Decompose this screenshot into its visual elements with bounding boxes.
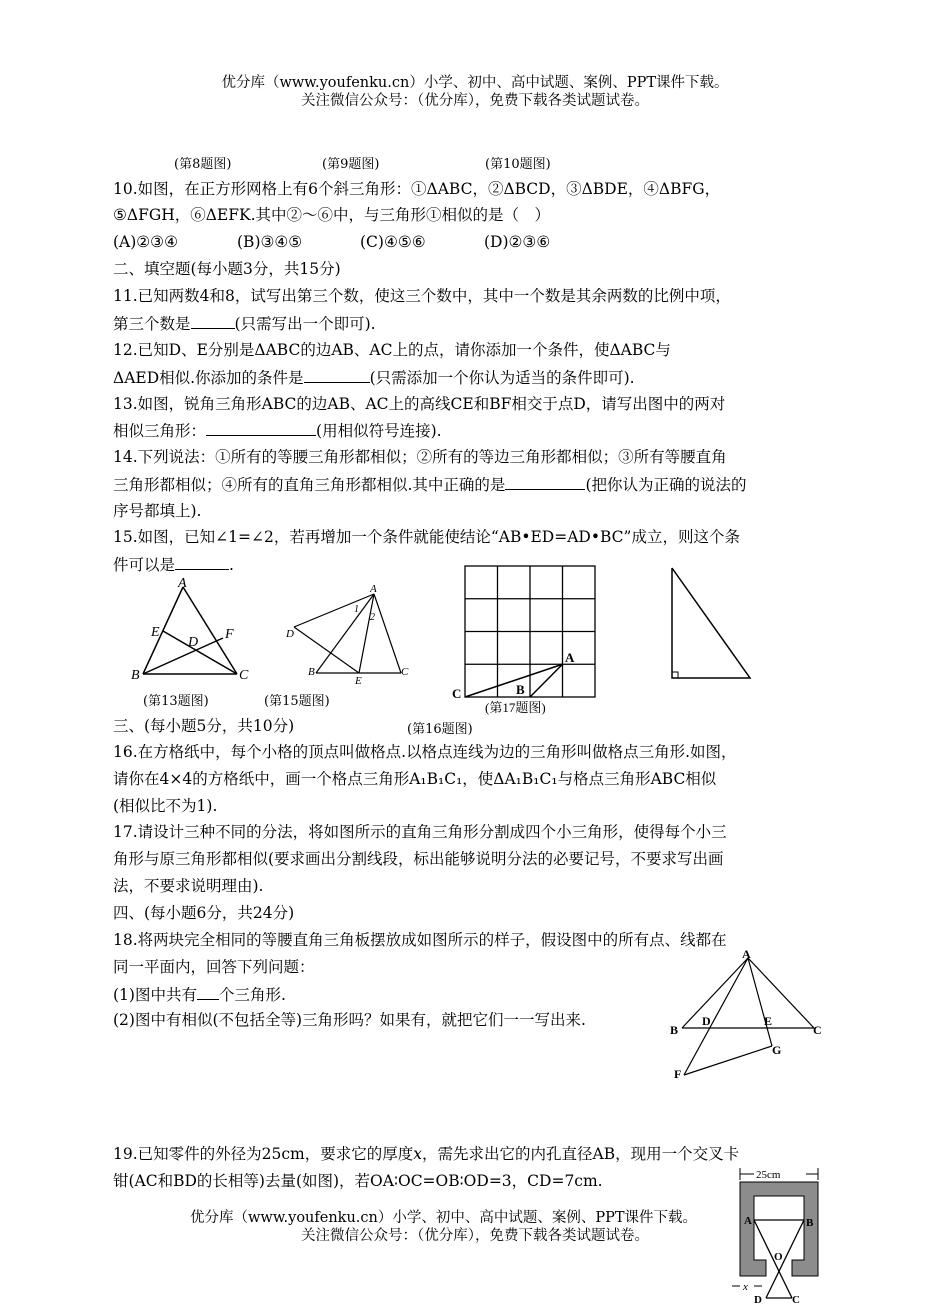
q18-blank [197,984,219,1000]
q10-line-1: 10.如图，在正方形网格上有6个斜三角形：①ΔABC，②ΔBCD，③ΔBDE，④ΔBFG， [113,180,721,198]
caption-fig9: (第9题图) [322,157,380,172]
q13-line-2: 相似三角形： (用相似符号连接). [113,422,442,440]
section-4-title: 四、(每小题6分，共24分) [113,904,295,922]
fig13-label-b: B [131,668,140,683]
fig18-label-g: G [772,1043,782,1057]
q10-option-a: (A)②③④ [113,233,178,251]
header-line-2: 关注微信公众号：（优分库），免费下载各类试题试卷。 [301,93,649,109]
fig19-label-c: C [792,1294,800,1306]
section-2-title: 二、填空题(每小题3分，共15分) [113,260,341,278]
fig17-hidden-caption: (第17题图) [485,700,546,715]
q17-line-1: 17.请设计三种不同的分法，将如图所示的直角三角形分割成四个小三角形，使得每个小三 [113,823,727,841]
q18-line-4: (2)图中有相似(不包括全等)三角形吗？如果有，就把它们一一写出来. [113,1011,586,1029]
fig19-label-o: O [774,1251,783,1263]
fig19-label-b: B [806,1217,814,1229]
q11-line-1: 11.已知两数4和8，试写出第三个数，使这三个数中，其中一个数是其余两数的比例中项， [113,287,731,305]
caption-fig13: (第13题图) [143,694,209,709]
q16-line-2: 请你在4×4的方格纸中，画一个格点三角形A₁B₁C₁，使ΔA₁B₁C₁与格点三角形ABC相似 [113,770,717,788]
q14-line-2: 三角形都相似；④所有的直角三角形都相似.其中正确的是 (把你认为正确的说法的 [113,476,747,494]
q12-line-1: 12.已知D、E分别是ΔABC的边AB、AC上的点，请你添加一个条件，使ΔABC与 [113,341,671,359]
footer-line-1: 优分库（www.youfenku.cn）小学、初中、高中试题、案例、PPT课件下载。 [190,1210,698,1226]
q18-line-3: (1)图中共有 个三角形. [113,986,286,1004]
q18-line-2: 同一平面内，回答下列问题： [113,958,315,976]
q10-option-d: (D)②③⑥ [484,233,551,251]
fig19-label-a: A [744,1215,752,1227]
q13-blank [206,420,316,436]
q10-line-2: ⑤ΔFGH，⑥ΔEFK.其中②～⑥中，与三角形①相似的是（ ） [113,206,551,224]
fig13-label-c: C [239,668,249,683]
footer-line-2: 关注微信公众号：（优分库），免费下载各类试题试卷。 [301,1228,649,1244]
fig16-label-a: A [565,650,575,665]
q12-blank [304,367,370,383]
q19-line-1: 19.已知零件的外径为25cm，要求它的厚度x，需先求出它的内孔直径AB，现用一个交叉卡 [113,1145,740,1163]
q16-line-3: (相似比不为1). [113,797,218,815]
fig13-label-e: E [151,625,160,640]
fig16-label-c: C [452,686,462,701]
q16-line-1: 16.在方格纸中，每个小格的顶点叫做格点.以格点连线为边的三角形叫做格点三角形.如图， [113,743,737,761]
caption-fig8: (第8题图) [174,157,232,172]
fig15-label-a: A [370,583,377,595]
fig16-label-b: B [516,682,525,697]
figure-18 [668,947,828,1082]
fig19-label-d: D [754,1294,762,1306]
fig18-label-b: B [670,1023,679,1037]
q10-option-c: (C)④⑤⑥ [360,233,426,251]
fig13-label-a: A [178,576,187,591]
q10-option-b: (B)③④⑤ [237,233,303,251]
fig18-label-d: D [702,1014,711,1028]
section-3-title: 三、(每小题5分，共10分) [113,717,295,735]
fig15-label-b: B [308,666,315,678]
q18-line-1: 18.将两块完全相同的等腰直角三角板摆放成如图所示的样子，假设图中的所有点、线都在 [113,931,727,949]
caption-fig16: (第16题图) [407,722,473,737]
fig15-angle-1: 1 [354,604,359,615]
fig19-label-x: x [743,1281,748,1293]
q11-blank [191,313,235,329]
q14-line-1: 14.下列说法：①所有的等腰三角形都相似；②所有的等边三角形都相似；③所有等腰直角 [113,448,727,466]
fig18-label-c: C [813,1023,822,1037]
q15-blank [175,554,229,570]
fig19-width-label: 25cm [756,1169,781,1181]
q11-line-2: 第三个数是 (只需写出一个即可). [113,315,376,333]
q13-line-1: 13.如图，锐角三角形ABC的边AB、AC上的高线CE和BF相交于点D，请写出图中的两对 [113,395,726,413]
q19-line-2: 钳(AC和BD的长相等)去量(如图)，若OA∶OC=OB∶OD=3，CD=7cm. [113,1172,603,1190]
q17-line-2: 角形与原三角形都相似(要求画出分割线段，标出能够说明分法的必要记号，不要求写出画 [113,850,724,868]
q12-line-2: ΔAED相似.你添加的条件是 (只需添加一个你认为适当的条件即可). [113,369,635,387]
header-line-1: 优分库（www.youfenku.cn）小学、初中、高中试题、案例、PPT课件下载。 [221,75,729,91]
q14-blank [505,474,585,490]
figure-16 [450,560,610,715]
figure-15 [280,580,415,688]
figure-17 [664,560,764,685]
fig15-angle-2: 2 [370,612,375,623]
q15-line-2: 件可以是 . [113,556,234,574]
fig18-label-a: A [742,947,751,961]
q17-line-3: 法，不要求说明理由). [113,877,264,895]
fig18-label-f: F [674,1067,682,1081]
caption-fig15: (第15题图) [264,694,330,709]
fig15-label-d: D [286,628,294,640]
fig13-label-f: F [225,627,234,642]
q14-line-3: 序号都填上). [113,502,202,520]
fig13-label-d: D [188,635,199,650]
q15-line-1: 15.如图，已知∠1=∠2，若再增加一个条件就能使结论“AB•ED=AD•BC”成立，则这个条 [113,528,740,546]
fig15-label-e: E [355,675,362,687]
fig18-label-e: E [764,1014,773,1028]
fig15-label-c: C [401,666,409,678]
caption-fig10: (第10题图) [485,157,551,172]
figure-13 [125,575,260,687]
